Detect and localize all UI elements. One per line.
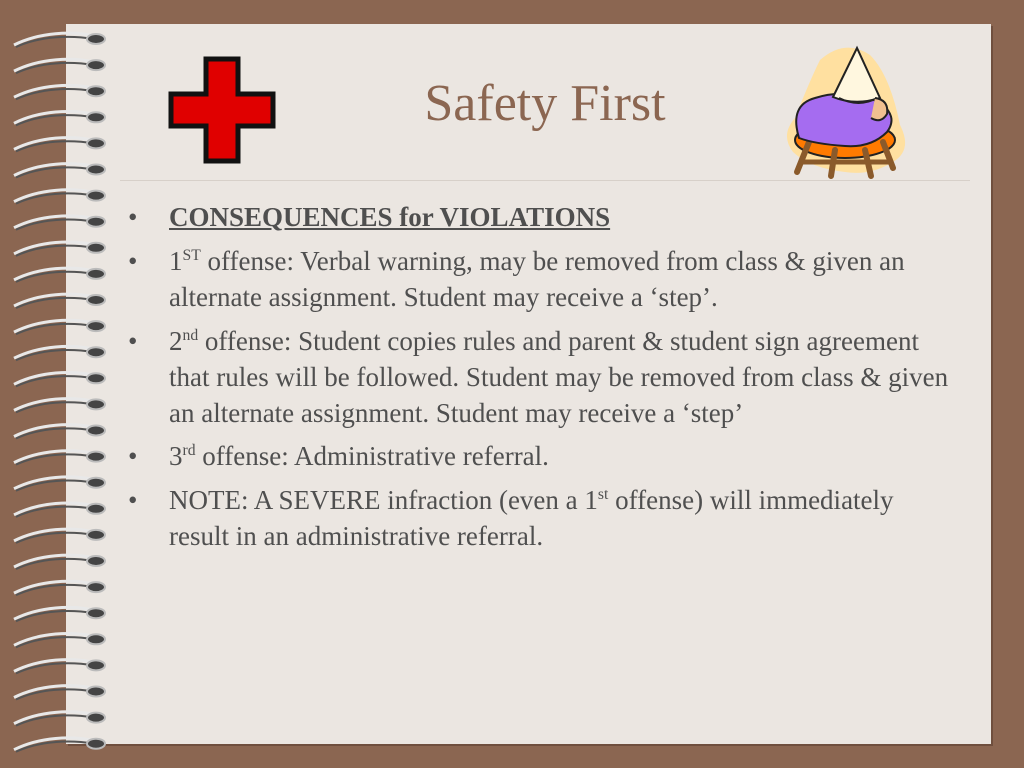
list-item <box>128 324 958 432</box>
spiral-hole <box>87 452 105 462</box>
spiral-hole <box>87 739 105 749</box>
list-item <box>128 483 958 555</box>
spiral-hole <box>87 426 105 436</box>
bullet-text: NOTE: A SEVERE infraction (even a 1 <box>169 485 598 516</box>
bullet-list <box>128 200 958 563</box>
spiral-hole <box>87 321 105 331</box>
spiral-hole <box>87 373 105 383</box>
spiral-hole <box>87 582 105 592</box>
spiral-hole <box>87 478 105 488</box>
spiral-hole <box>87 399 105 409</box>
spiral-hole <box>87 138 105 148</box>
spiral-hole <box>87 660 105 670</box>
ordinal-suffix: rd <box>182 442 196 460</box>
spiral-binding-icon <box>0 0 120 768</box>
spiral-hole <box>87 295 105 305</box>
spiral-hole <box>87 112 105 122</box>
bullet-text: 3 <box>169 441 183 472</box>
bullet-marker: • <box>128 325 138 356</box>
bullet-marker: • <box>128 245 138 276</box>
bullet-text: 1 <box>169 245 183 276</box>
bullet-text: offense: Verbal warning, may be removed from class & given an alternate assignment. Student may receive a ‘step’. <box>169 245 905 312</box>
red-cross-icon <box>168 56 276 164</box>
list-item <box>128 200 958 236</box>
spiral-hole <box>87 86 105 96</box>
spiral-hole <box>87 713 105 723</box>
ordinal-suffix: st <box>597 486 609 504</box>
consequences-heading: CONSEQUENCES for VIOLATIONS <box>169 202 611 232</box>
spiral-hole <box>87 269 105 279</box>
list-item <box>128 439 958 475</box>
ordinal-suffix: ST <box>182 246 201 264</box>
spiral-hole <box>87 217 105 227</box>
spiral-hole <box>87 687 105 697</box>
spiral-hole <box>87 634 105 644</box>
spiral-hole <box>87 60 105 70</box>
bullet-text: offense) will immediately result in an administrative referral. <box>169 485 894 552</box>
spiral-hole <box>87 243 105 253</box>
bullet-text: offense: Administrative referral. <box>195 441 549 472</box>
spiral-hole <box>87 504 105 514</box>
spiral-hole <box>87 34 105 44</box>
spiral-hole <box>87 165 105 175</box>
ordinal-suffix: nd <box>182 326 199 344</box>
spiral-hole <box>87 608 105 618</box>
bullet-text: 2 <box>169 325 183 356</box>
bullet-marker: • <box>128 485 138 516</box>
bullet-text: offense: Student copies rules and parent & student sign agreement that rules will be followed. Student may be removed from class & given an alternate assignment. Student may receive a ‘step’ <box>169 325 949 428</box>
spiral-hole <box>87 191 105 201</box>
list-item <box>128 244 958 316</box>
bullet-marker: • <box>128 202 138 232</box>
spiral-hole <box>87 347 105 357</box>
bullet-marker: • <box>128 441 138 472</box>
dunce-cap-stool-icon <box>775 40 915 180</box>
page-title: Safety First <box>424 75 666 132</box>
spiral-hole <box>87 530 105 540</box>
title-divider <box>120 180 970 181</box>
spiral-hole <box>87 556 105 566</box>
